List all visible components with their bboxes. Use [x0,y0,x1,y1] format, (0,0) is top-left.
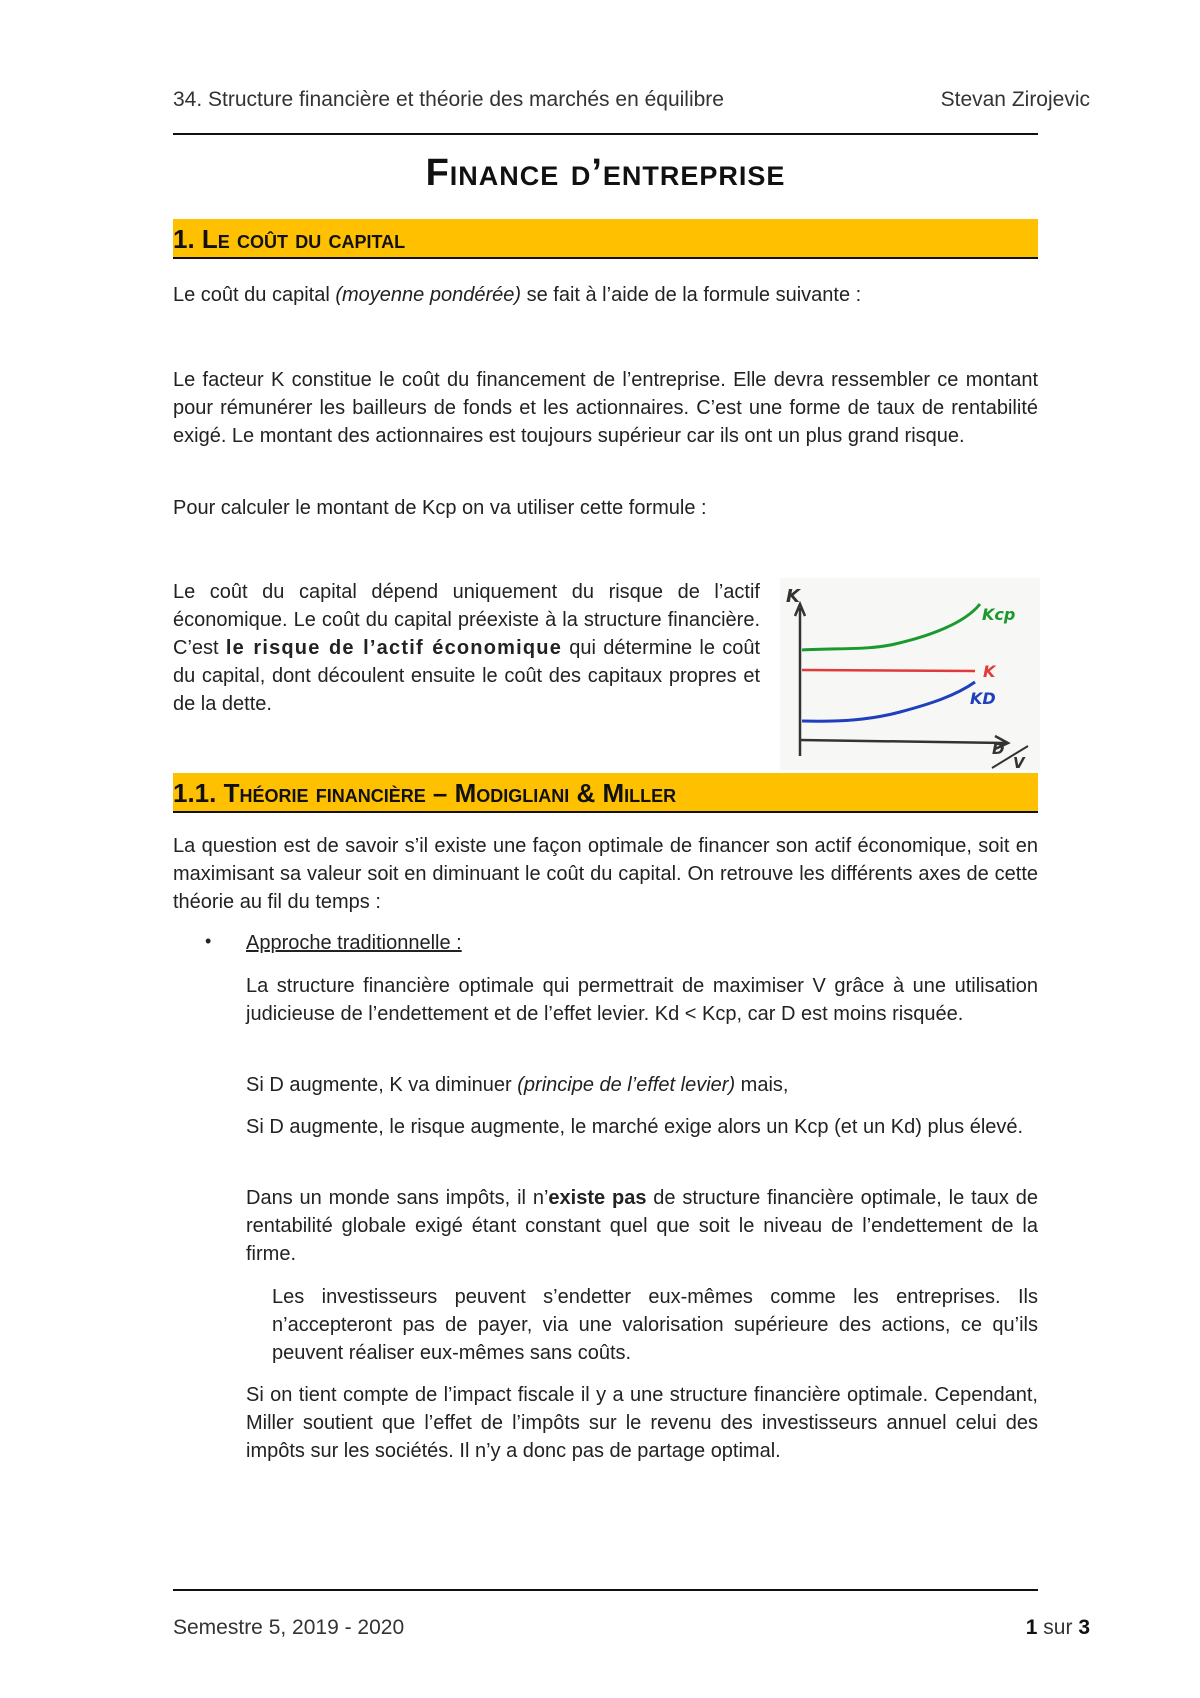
current-page: 1 [1025,1616,1038,1639]
paragraph-optimal-financing: La question est de savoir s’il existe une façon optimale de financer son actif économique, soit en maximisant sa valeur soit en diminuant le coût du capital. On retrouve les différents axes de cette théorie au fil du temps : [173,835,1038,913]
no-tax-bold: existe pas [548,1187,647,1209]
leverage-text-start: Si D augmente, K va diminuer [246,1074,518,1096]
x-axis-label-denominator: V [1013,754,1025,770]
footer-rule [173,1589,1038,1591]
section-heading-1: 1. Le coût du capital [173,219,1038,259]
no-tax-text-start: Dans un monde sans impôts, il n’ [246,1187,549,1209]
risk-text-bold: le risque de l’actif économique [225,637,563,659]
paragraph-optimal-structure: La structure financière optimale qui permettrait de maximiser V grâce à une utilisation judicieuse de l’endettement et de l’effet levier. Kd < Kcp, car D est moins risquée. [246,975,1038,1025]
y-axis-label: K [786,586,800,607]
paragraph-factor-k: Le facteur K constitue le coût du financement de l’entreprise. Elle devra ressembler ce montant pour rémunérer les bailleurs de fonds et les actionnaires. C’est une forme de taux de rentabilité exigé. Le montant des actionnaires est toujours supérieur car ils ont un plus grand risque. [173,369,1038,447]
paragraph-d-increases-risk: Si D augmente, le risque augmente, le marché exige alors un Kcp (et un Kd) plus élevé. [246,1116,1024,1138]
intro-text-end: se fait à l’aide de la formule suivante : [521,284,862,306]
x-axis-label-numerator: D [992,740,1005,758]
header-rule [173,133,1038,135]
paragraph-fiscal-impact: Si on tient compte de l’impact fiscale il y a une structure financière optimale. Cependant, Miller soutient que l’effet de l’impôts sur le revenu des investisseurs annuel celui des impôts sur les sociétés. Il n’y a donc pas de partage optimal. [246,1384,1038,1462]
footer-semester: Semestre 5, 2019 - 2020 [173,1616,405,1639]
paragraph-intro [173,281,1038,309]
bullet-point-icon: • [205,931,212,951]
document-title: Finance d’entreprise [425,152,786,194]
kcp-curve-label: Kcp [982,605,1016,624]
paragraph-d-increases-k [246,1071,1038,1099]
risk-text-start: Le coût du capital dépend uniquement du risque de l’actif économique. Le coût du capital préexiste à la structure financière. C’est [173,581,760,659]
section-heading-1-1: 1.1. Théorie financière – Modigliani & Miller [173,773,1038,813]
intro-italic: (moyenne pondérée) [335,284,522,306]
header-course-title: 34. Structure financière et théorie des marchés en équilibre [173,88,724,111]
paragraph-investors-debt: Les investisseurs peuvent s’endetter eux-mêmes comme les entreprises. Ils n’accepteront pas de payer, via une valorisation supérieure des actions, ce qu’ils peuvent réaliser eux-mêmes sans coûts. [272,1286,1038,1364]
total-pages: 3 [1078,1616,1090,1639]
paragraph-cost-of-capital-risk [173,578,760,718]
paragraph-kcp-formula: Pour calculer le montant de Kcp on va utiliser cette formule : [173,497,707,519]
k-line [802,670,975,671]
risk-text-end: qui détermine le coût du capital, dont découlent ensuite le coût des capitaux propres et de la dette. [173,637,760,715]
cost-of-capital-sketch [780,578,1040,770]
bullet-traditional-approach: Approche traditionnelle : [246,932,462,954]
footer-page-number [1026,1616,1090,1640]
header-author: Stevan Zirojevic [940,88,1090,111]
no-tax-text-end: de structure financière optimale, le taux de rentabilité globale exigé étant constant quel que soit le niveau de l’endettement de la firme. [246,1187,1038,1265]
page-separator: sur [1037,1616,1079,1639]
leverage-text-end: mais, [735,1074,789,1096]
paragraph-no-tax-world [246,1184,1038,1268]
intro-text-start: Le coût du capital [173,284,336,306]
kd-curve-label: KD [970,689,996,708]
leverage-italic: (principe de l’effet levier) [517,1074,736,1096]
k-line-label: K [983,662,996,681]
